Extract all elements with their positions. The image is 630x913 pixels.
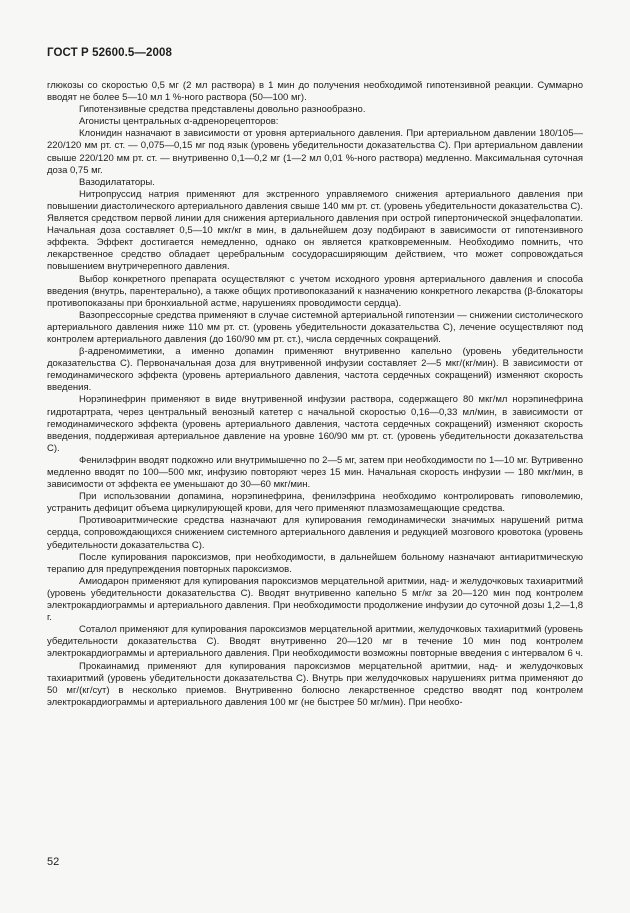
paragraph: Выбор конкретного препарата осуществляют с учетом исходного уровня артериального давления и способа введения (внутрь, парентерально), а также общих противопоказаний к назначению конкретного лекарства (β-блокаторы противопоказаны при бронхиальной астме, нарушениях проводимости сердца). [47, 273, 583, 309]
paragraph: Соталол применяют для купирования пароксизмов мерцательной аритмии, желудочковых тахиаритмий (уровень убедительности доказательства С). Вводят внутривенно 20—120 мг в течение 10 мин под контролем электрокардиограммы и артериального давления. При необходимости возможны повторные введения с интервалом 6 ч. [47, 624, 583, 660]
paragraph: Агонисты центральных α-адренорецепторов: [79, 116, 279, 128]
paragraph: Клонидин назначают в зависимости от уровня артериального давления. При артериальном давлении 180/105—220/120 мм рт. ст. — 0,075—0,15 мг под язык (уровень убедительности доказательства С). При артериальном давлении свыше 220/120 мм рт. ст. — внутривенно 0,1—0,2 мг (1—2 мл 0,01 %-ного раствора) медленно. Максимальная суточная доза 0,75 мг. [47, 128, 583, 176]
paragraph: Противоаритмические средства назначают для купирования гемодинамически значимых нарушений ритма сердца, сопровождающихся снижением системного артериального давления и редукцией мозгового кровотока (уровень убедительности доказательства С). [47, 515, 583, 551]
document-header: ГОСТ Р 52600.5—2008 [47, 47, 172, 59]
paragraph: При использовании допамина, норэпинефрина, фенилэфрина необходимо контролировать гиповолемию, устранить дефицит объема циркулирующей крови, для чего применяют плазмозамещающие средства. [47, 491, 583, 515]
paragraph: глюкозы со скоростью 0,5 мг (2 мл раствора) в 1 мин до получения необходимой гипотензивной реакции. Суммарно вводят не более 5—10 мл 1 %-ного раствора (50—100 мг). [47, 80, 583, 104]
paragraph: β-адреномиметики, а именно допамин применяют внутривенно капельно (уровень убедительности доказательства С). Первоначальная доза для внутривенной инфузии составляет 2—5 мкг/(кг/мин). В зависимости от гемодинамического эффекта (уровень артериального давления, частота сердечных сокращений) изменяют скорость введения. [47, 346, 583, 394]
paragraph: Прокаинамид применяют для купирования пароксизмов мерцательной аритмии, над- и желудочковых тахиаритмий (уровень убедительности доказательства С). Внутрь при желудочковых нарушениях ритма применяют до 50 мг/(кг/сут) в несколько приемов. Внутривенно болюсно лекарственное средство вводят под контролем электрокардиограммы и артериального давления 100 мг (не быстрее 50 мг/мин). При необхо- [47, 660, 583, 708]
paragraph: После купирования пароксизмов, при необходимости, в дальнейшем больному назначают антиаритмическую терапию для предупреждения повторных пароксизмов. [47, 551, 583, 575]
paragraph: Вазодилататоры. [79, 176, 155, 188]
paragraph: Гипотензивные средства представлены довольно разнообразно. [79, 104, 366, 116]
page-number: 52 [47, 856, 60, 868]
paragraph: Амиодарон применяют для купирования пароксизмов мерцательной аритмии, над- и желудочковых тахиаритмий (уровень убедительности доказательства С). Вводят внутривенно капельно 5 мг/кг за 20—120 мин под контролем электрокардиограммы и артериального давления. При необходимости продолжение инфузии до суточной дозы 1,2—1,8 г. [47, 575, 583, 624]
paragraph: Вазопрессорные средства применяют в случае системной артериальной гипотензии — снижении систолического артериального давления ниже 110 мм рт. ст. (уровень убедительности доказательства С), лечение осуществляют под контролем артериального давления (до 160/90 мм рт. ст.), числа сердечных сокращений. [47, 309, 583, 345]
paragraph: Фенилэфрин вводят подкожно или внутримышечно по 2—5 мг, затем при необходимости по 1—10 мг. Вутривенно медленно вводят по 100—500 мкг, инфузию повторяют через 15 мин. Начальная скорость инфузии — 180 мкг/мин, в зависимости от эффекта ее уменьшают до 30—60 мкг/мин. [47, 454, 583, 491]
document-body [47, 80, 583, 709]
paragraph: Нитропруссид натрия применяют для экстренного управляемого снижения артериального давления при повышении диастолического артериального давления свыше 140 мм рт. ст. (уровень убедительности доказательства С). Является средством первой линии для снижения артериального давления при острой гипертонической энцефалопатии. Начальная доза составляет 0,5—10 мкг/кг в мин, в дальнейшем дозу подбирают в зависимости от гипотензивного эффекта. Эффект достигается немедленно, однако он является кратковременным. Необходимо помнить, что лекарственное средство обладает церебральным сосудорасширяющим действием, что может сопровождаться повышением внутричерепного давления. [47, 188, 583, 273]
paragraph: Норэпинефрин применяют в виде внутривенной инфузии раствора, содержащего 80 мкг/мл норэпинефрина гидротартрата, через центральный венозный катетер с начальной скоростью 0,16—0,33 мл/мин, в зависимости от гемодинамического эффекта (уровень артериального давления, частота сердечных сокращений) изменяют скорость введения, поддерживая артериальное давление на уровне 160/90 мм рт. ст. (уровень убедительности доказательства С). [47, 394, 583, 454]
